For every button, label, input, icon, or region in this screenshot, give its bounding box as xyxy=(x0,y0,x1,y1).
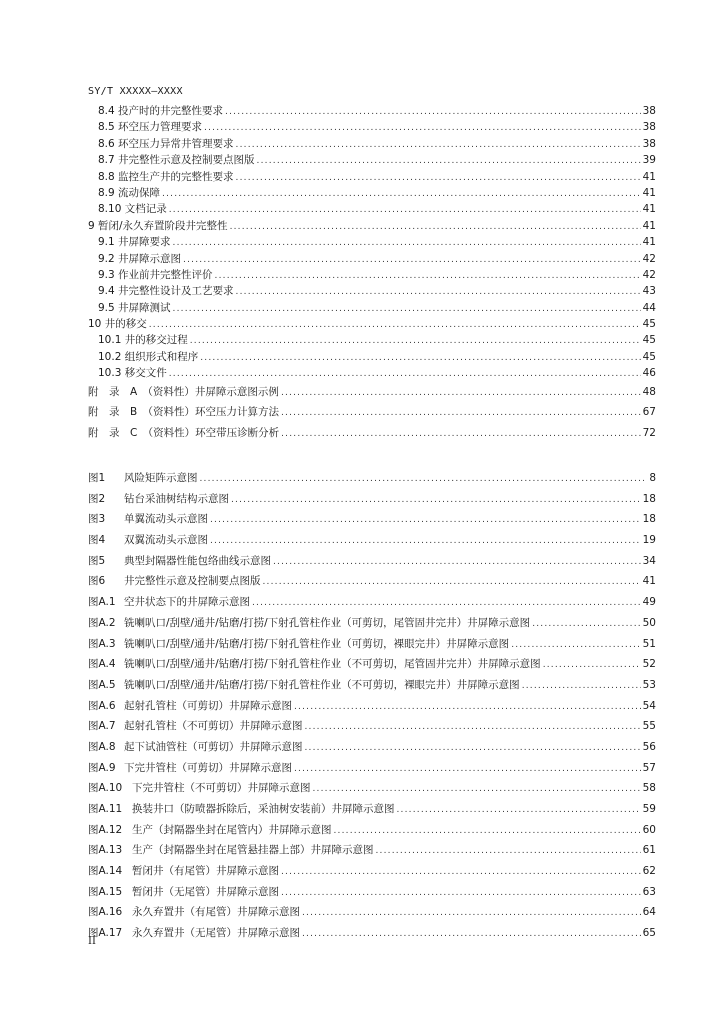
table-of-contents xyxy=(88,103,656,443)
figure-title: 下完井管柱（不可剪切）井屏障示意图 xyxy=(132,782,311,795)
toc-entry[interactable] xyxy=(88,103,656,119)
leader-dots xyxy=(281,383,641,404)
figure-title: 永久弃置井（无尾管）井屏障示意图 xyxy=(132,927,300,940)
toc-entry-page: 41 xyxy=(642,170,656,183)
figure-page: 58 xyxy=(642,782,656,795)
figure-title: 双翼流动头示意图 xyxy=(124,534,208,547)
toc-entry[interactable] xyxy=(88,251,656,267)
figure-number: 图A.11 xyxy=(88,803,123,815)
figure-page: 57 xyxy=(642,761,656,774)
toc-entry[interactable] xyxy=(88,283,656,299)
figure-entry[interactable] xyxy=(88,551,656,572)
leader-dots xyxy=(543,655,641,676)
figure-page: 53 xyxy=(642,678,656,691)
toc-entry[interactable] xyxy=(88,136,656,152)
leader-dots xyxy=(215,268,641,284)
leader-dots xyxy=(334,821,641,842)
figure-title: 换装井口（防喷器拆除后，采油树安装前）井屏障示意图 xyxy=(132,803,395,815)
leader-dots xyxy=(173,235,641,251)
toc-entry[interactable] xyxy=(88,423,656,444)
figure-page: 34 xyxy=(642,554,656,567)
figure-number: 图A.9 xyxy=(88,761,116,774)
leader-dots xyxy=(169,366,641,382)
leader-dots xyxy=(294,759,641,780)
toc-entry-title: 附 录 A （资料性）井屏障示意图示例 xyxy=(88,385,279,398)
leader-dots xyxy=(169,202,641,218)
toc-entry-page: 41 xyxy=(642,236,656,249)
toc-entry[interactable] xyxy=(88,201,656,217)
toc-entry[interactable] xyxy=(88,402,656,423)
figure-page: 63 xyxy=(642,885,656,898)
figure-title: 钻台采油树结构示意图 xyxy=(124,492,229,505)
leader-dots xyxy=(532,614,640,635)
figure-number: 图A.3 xyxy=(88,637,116,650)
toc-entry[interactable] xyxy=(88,365,656,381)
figure-entry[interactable] xyxy=(88,675,656,696)
leader-dots xyxy=(236,170,641,186)
leader-dots xyxy=(397,800,641,821)
figure-number: 图A.15 xyxy=(88,885,123,898)
toc-entry[interactable] xyxy=(88,349,656,365)
figure-entry[interactable] xyxy=(88,489,656,510)
figure-page: 64 xyxy=(642,906,656,919)
figure-title: 铣喇叭口/刮壁/通井/钻磨/打捞/下射孔管柱作业（不可剪切，裸眼完井）井屏障示意图 xyxy=(124,678,520,691)
figure-entry[interactable] xyxy=(88,716,656,737)
figure-title: 起下试油管柱（可剪切）井屏障示意图 xyxy=(124,740,303,753)
leader-dots xyxy=(263,572,641,593)
figure-number: 图3 xyxy=(88,513,106,526)
figure-number: 图A.6 xyxy=(88,699,116,712)
toc-entry-page: 41 xyxy=(642,219,656,232)
figure-entry[interactable] xyxy=(88,758,656,779)
toc-entry[interactable] xyxy=(88,267,656,283)
leader-dots xyxy=(313,779,641,800)
figure-entry[interactable] xyxy=(88,923,656,944)
figure-page: 59 xyxy=(642,803,656,815)
leader-dots xyxy=(162,186,641,202)
figure-number: 图A.8 xyxy=(88,740,116,753)
leader-dots xyxy=(302,903,641,924)
toc-entry-page: 41 xyxy=(642,203,656,216)
leader-dots xyxy=(281,862,641,883)
toc-entry[interactable] xyxy=(88,300,656,316)
figure-page: 61 xyxy=(642,844,656,857)
figure-title: 典型封隔器性能包络曲线示意图 xyxy=(124,554,271,567)
leader-dots xyxy=(236,137,641,153)
toc-entry-page: 44 xyxy=(642,301,656,314)
figure-title: 起射孔管柱（可剪切）井屏障示意图 xyxy=(124,699,292,712)
figure-entry[interactable] xyxy=(88,654,656,675)
toc-entry[interactable] xyxy=(88,218,656,234)
toc-entry-title: 10 井的移交 xyxy=(88,318,147,331)
leader-dots xyxy=(200,350,640,366)
toc-entry-page: 38 xyxy=(642,105,656,117)
leader-dots xyxy=(273,552,641,573)
figure-entry[interactable] xyxy=(88,530,656,551)
leader-dots xyxy=(376,841,641,862)
figure-page: 19 xyxy=(642,534,656,547)
figure-number: 图A.13 xyxy=(88,844,123,857)
figure-number: 图A.7 xyxy=(88,720,116,733)
figure-page: 60 xyxy=(642,823,656,836)
figure-number: 图A.4 xyxy=(88,658,116,671)
leader-dots xyxy=(173,301,641,317)
leader-dots xyxy=(281,424,641,445)
figure-page: 50 xyxy=(642,616,656,629)
figure-entry[interactable] xyxy=(88,902,656,923)
toc-entry-page: 45 xyxy=(642,334,656,347)
figure-title: 井完整性示意及控制要点图版 xyxy=(124,575,261,588)
toc-entry[interactable] xyxy=(88,152,656,168)
toc-entry-page: 41 xyxy=(642,186,656,199)
toc-entry[interactable] xyxy=(88,119,656,135)
leader-dots xyxy=(210,510,641,531)
leader-dots xyxy=(230,219,641,235)
figure-entry[interactable] xyxy=(88,861,656,882)
figure-number: 图A.16 xyxy=(88,906,123,919)
figure-title: 风险矩阵示意图 xyxy=(124,472,198,484)
figure-entry[interactable] xyxy=(88,820,656,841)
leader-dots xyxy=(252,593,641,614)
toc-entry-page: 72 xyxy=(642,426,656,439)
figure-list xyxy=(88,468,656,944)
toc-entry-title: 附 录 C （资料性）环空带压诊断分析 xyxy=(88,426,280,439)
figure-title: 单翼流动头示意图 xyxy=(124,513,208,526)
leader-dots xyxy=(190,333,641,349)
toc-entry-title: 9.5 井屏障测试 xyxy=(98,301,171,314)
leader-dots xyxy=(149,317,641,333)
figure-page: 18 xyxy=(642,492,656,505)
leader-dots xyxy=(302,924,641,945)
toc-entry-page: 43 xyxy=(642,285,656,298)
toc-entry-page: 42 xyxy=(642,268,656,281)
toc-entry-page: 48 xyxy=(642,385,656,398)
toc-entry-title: 9.1 井屏障要求 xyxy=(98,236,171,249)
leader-dots xyxy=(183,252,641,268)
toc-entry-title: 9.4 井完整性设计及工艺要求 xyxy=(98,285,234,298)
toc-entry[interactable] xyxy=(88,316,656,332)
figure-number: 图2 xyxy=(88,492,106,505)
toc-entry[interactable] xyxy=(88,332,656,348)
toc-entry-title: 附 录 B （资料性）环空压力计算方法 xyxy=(88,406,279,419)
leader-dots xyxy=(281,403,641,424)
figure-page: 8 xyxy=(649,472,656,484)
figure-entry[interactable] xyxy=(88,571,656,592)
figure-entry[interactable] xyxy=(88,840,656,861)
figure-entry[interactable] xyxy=(88,509,656,530)
toc-entry-page: 38 xyxy=(642,137,656,150)
figure-page: 56 xyxy=(642,740,656,753)
figure-title: 暂闭井（无尾管）井屏障示意图 xyxy=(132,885,279,898)
standard-code-header: SY/T XXXXX—XXXX xyxy=(88,86,183,97)
toc-entry-page: 42 xyxy=(642,252,656,265)
figure-title: 铣喇叭口/刮壁/通井/钻磨/打捞/下射孔管柱作业（可剪切，尾管固井完井）井屏障示意图 xyxy=(124,616,531,629)
toc-entry-title: 8.6 环空压力异常井管理要求 xyxy=(98,137,234,150)
figure-page: 18 xyxy=(642,513,656,526)
leader-dots xyxy=(281,883,641,904)
figure-page: 49 xyxy=(642,596,656,609)
figure-entry[interactable] xyxy=(88,882,656,903)
toc-entry-title: 8.4 投产时的井完整性要求 xyxy=(98,105,224,117)
toc-entry-page: 45 xyxy=(642,318,656,331)
toc-entry-title: 8.10 文档记录 xyxy=(98,203,167,216)
toc-entry[interactable] xyxy=(88,169,656,185)
figure-number: 图4 xyxy=(88,534,106,547)
figure-number: 图A.5 xyxy=(88,678,116,691)
toc-entry[interactable] xyxy=(88,185,656,201)
figure-number: 图A.2 xyxy=(88,616,116,629)
leader-dots xyxy=(522,676,641,697)
figure-page: 62 xyxy=(642,865,656,878)
toc-entry-page: 38 xyxy=(642,121,656,134)
figure-entry[interactable] xyxy=(88,592,656,613)
figure-title: 生产（封隔器坐封在尾管悬挂器上部）井屏障示意图 xyxy=(132,844,374,857)
toc-entry-title: 8.5 环空压力管理要求 xyxy=(98,121,203,134)
figure-title: 空井状态下的井屏障示意图 xyxy=(124,596,250,609)
figure-title: 起射孔管柱（不可剪切）井屏障示意图 xyxy=(124,720,303,733)
toc-entry-page: 45 xyxy=(642,350,656,363)
leader-dots xyxy=(511,635,640,656)
leader-dots xyxy=(257,153,641,169)
toc-entry-page: 67 xyxy=(642,406,656,419)
page-number-footer: II xyxy=(88,936,96,947)
figure-number: 图A.17 xyxy=(88,927,123,940)
toc-entry-page: 39 xyxy=(642,154,656,167)
figure-number: 图5 xyxy=(88,554,106,567)
leader-dots xyxy=(294,697,641,718)
figure-number: 图1 xyxy=(88,472,106,484)
toc-entry[interactable] xyxy=(88,234,656,250)
leader-dots xyxy=(231,490,641,511)
leader-dots xyxy=(236,284,641,300)
figure-title: 铣喇叭口/刮壁/通井/钻磨/打捞/下射孔管柱作业（不可剪切，尾管固井完井）井屏障示意图 xyxy=(124,658,541,671)
toc-entry[interactable] xyxy=(88,382,656,403)
toc-entry-title: 8.7 井完整性示意及控制要点图版 xyxy=(98,154,255,167)
toc-entry-title: 9.3 作业前井完整性评价 xyxy=(98,268,213,281)
toc-entry-title: 10.2 组织形式和程序 xyxy=(98,350,199,363)
leader-dots xyxy=(225,104,641,120)
figure-title: 铣喇叭口/刮壁/通井/钻磨/打捞/下射孔管柱作业（可剪切，裸眼完井）井屏障示意图 xyxy=(124,637,510,650)
figure-number: 图A.1 xyxy=(88,596,116,609)
figure-number: 图A.10 xyxy=(88,782,123,795)
leader-dots xyxy=(210,531,641,552)
figure-entry[interactable] xyxy=(88,613,656,634)
figure-entry[interactable] xyxy=(88,799,656,820)
toc-entry-title: 10.1 井的移交过程 xyxy=(98,334,188,347)
figure-entry[interactable] xyxy=(88,468,656,489)
figure-title: 暂闭井（有尾管）井屏障示意图 xyxy=(132,865,279,878)
figure-page: 55 xyxy=(642,720,656,733)
figure-entry[interactable] xyxy=(88,696,656,717)
toc-entry-title: 8.8 监控生产井的完整性要求 xyxy=(98,170,234,183)
toc-entry-page: 46 xyxy=(642,367,656,380)
figure-page: 65 xyxy=(642,927,656,940)
figure-title: 生产（封隔器坐封在尾管内）井屏障示意图 xyxy=(132,823,332,836)
leader-dots xyxy=(305,738,641,759)
leader-dots xyxy=(200,469,648,490)
figure-entry[interactable] xyxy=(88,737,656,758)
figure-title: 下完井管柱（可剪切）井屏障示意图 xyxy=(124,761,292,774)
figure-number: 图6 xyxy=(88,575,106,588)
figure-page: 52 xyxy=(642,658,656,671)
figure-title: 永久弃置井（有尾管）井屏障示意图 xyxy=(132,906,300,919)
figure-page: 54 xyxy=(642,699,656,712)
figure-number: 图A.12 xyxy=(88,823,123,836)
figure-number: 图A.14 xyxy=(88,865,123,878)
figure-entry[interactable] xyxy=(88,778,656,799)
figure-page: 41 xyxy=(642,575,656,588)
toc-entry-title: 10.3 移交文件 xyxy=(98,367,167,380)
toc-entry-title: 9.2 井屏障示意图 xyxy=(98,252,182,265)
figure-entry[interactable] xyxy=(88,634,656,655)
figure-page: 51 xyxy=(642,637,656,650)
toc-entry-title: 9 暂闭/永久弃置阶段井完整性 xyxy=(88,219,228,232)
toc-entry-title: 8.9 流动保障 xyxy=(98,186,161,199)
leader-dots xyxy=(305,717,641,738)
leader-dots xyxy=(204,120,641,136)
